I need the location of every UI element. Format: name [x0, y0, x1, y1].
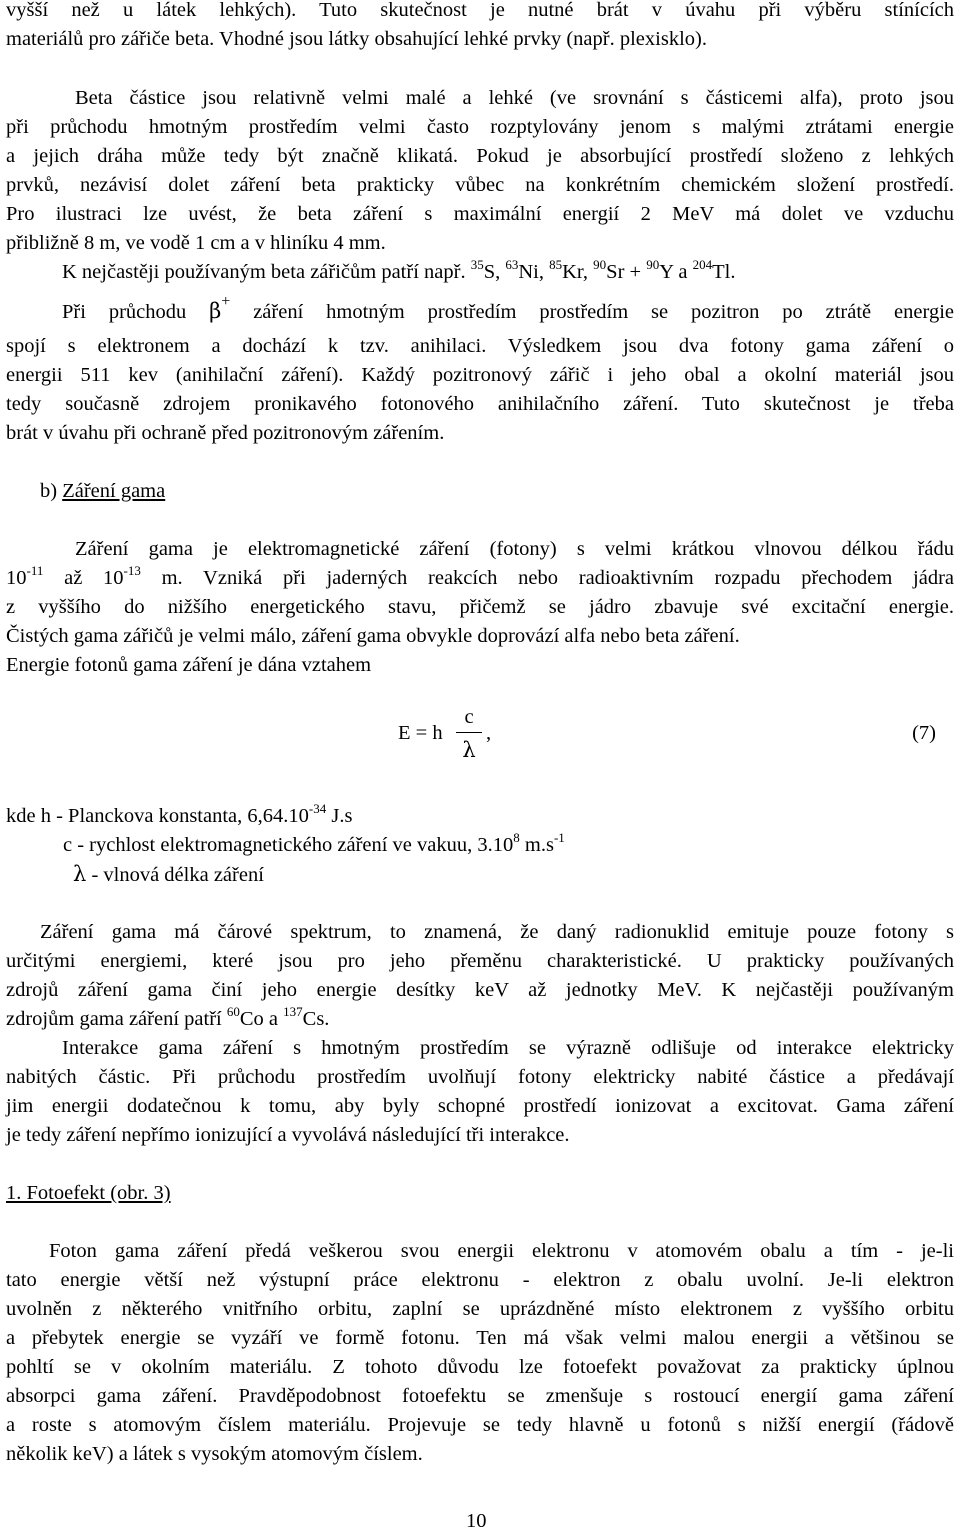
paragraph-start: Interakce gama záření s hmotným prostředím se výrazně odlišuje od interakce elektricky — [62, 1037, 954, 1059]
equation-fraction — [456, 704, 482, 765]
text-line: určitými energiemi, které jsou pro jeho přeměnu charakteristické. U prakticky používaných — [6, 950, 954, 972]
equation-lhs: E = h — [398, 722, 443, 744]
equation-number: (7) — [912, 722, 936, 744]
text-line: tato energie větší než výstupní práce elektronu - elektron z obalu uvolní. Je-li elektron — [6, 1269, 954, 1291]
fraction-denominator: λ — [462, 738, 476, 762]
text-line: brát v úvahu při ochraně před pozitronovým zářením. — [6, 422, 445, 444]
text-line: přibližně 8 m, ve vodě 1 cm a v hliníku 4 mm. — [6, 232, 386, 254]
fraction-bar — [456, 732, 482, 733]
text-line: jim energii dodatečnou k tomu, aby byly schopné prostředí ionizovat a excitovat. Gama záření — [6, 1095, 954, 1117]
section-title-gama: Záření gama — [62, 480, 166, 502]
section-heading-b: b) Záření gama — [40, 480, 166, 502]
text-line: Čistých gama zářičů je velmi málo, záření gama obvykle doprovází alfa nebo beta záření. — [6, 625, 740, 647]
text-line: při průchodu hmotným prostředím velmi často rozptylovány jenom s malými ztrátami energie — [6, 116, 954, 138]
text-line: pohltí se v okolním materiálu. Z tohoto důvodu lze fotoefekt považovat za prakticky úplnou — [6, 1356, 954, 1378]
text-line: několik keV) a látek s vysokým atomovým číslem. — [6, 1443, 423, 1465]
text-line: absorpci gama záření. Pravděpodobnost fotoefektu se zmenšuje s rostoucí energií gama záření — [6, 1385, 954, 1407]
paragraph-start: Foton gama záření předá veškerou svou energii elektronu v atomovém obalu a tím - je-li — [49, 1240, 954, 1262]
text-line: Energie fotonů gama záření je dána vztahem — [6, 654, 372, 676]
text-line: Pro ilustraci lze uvést, že beta záření s maximální energií 2 MeV má dolet ve vzduchu — [6, 203, 954, 225]
positron-line: Při průchodu β+ záření hmotným prostředím prostředím se pozitron po ztrátě energie — [62, 293, 954, 323]
definition-lambda: λ - vlnová délka záření — [73, 862, 264, 886]
text-line: nabitých částic. Při průchodu prostředím uvolňují fotony elektricky nabité částice a předávají — [6, 1066, 954, 1088]
paragraph-start: Beta částice jsou relativně velmi malé a lehké (ve srovnání s částicemi alfa), proto jsou — [75, 87, 954, 109]
beta-emitters-line: K nejčastěji používaným beta zářičům patří např. $^{35}$S, $^{63}$Ni, $^{85}$Kr, $^{90}$Sr + $^{90}$Y a $^{204}$Tl. — [62, 257, 736, 283]
text-line: energii 511 kev (anihilační záření). Každý pozitronový zářič i jeho obal a okolní materiál jsou — [6, 364, 954, 386]
text-line: a jejich dráha může tedy být značně klikatá. Pokud je absorbující prostředí složeno z lehkých — [6, 145, 954, 167]
section-heading-fotoefekt: 1. Fotoefekt (obr. 3) — [6, 1182, 171, 1204]
page-number: 10 — [466, 1510, 487, 1532]
text-line: vyšší než u látek lehkých). Tuto skutečnost je nutné brát v úvahu při výběru stínících — [6, 0, 954, 21]
text-line: je tedy záření nepřímo ionizující a vyvolává následující tři interakce. — [6, 1124, 570, 1146]
text-line: zdrojů záření gama činí jeho energie desítky keV až jednotky MeV. K nejčastěji používaným — [6, 979, 954, 1001]
text-line: a roste s atomovým číslem materiálu. Projevuje se tedy hlavně u fotonů s nižší energií (řádově — [6, 1414, 954, 1436]
text-line: spojí s elektronem a dochází k tzv. anihilaci. Výsledkem jsou dva fotony gama záření o — [6, 335, 954, 357]
text-line: a přebytek energie se vyzáří ve formě fotonu. Ten má však velmi malou energii a většinou se — [6, 1327, 954, 1349]
fraction-numerator: c — [464, 706, 474, 728]
wavelength-line: $10^{-11}$ až $10^{-13}$ m. Vzniká při jaderných reakcích nebo radioaktivním rozpadu přechodem jádra — [6, 563, 955, 589]
text-line: uvolněn z některého vnitřního orbitu, zaplní se uprázdněné místo elektronem z vyššího orbitu — [6, 1298, 954, 1320]
paragraph-start: Záření gama má čárové spektrum, to znamená, že daný radionuklid emituje pouze fotony s — [40, 921, 954, 943]
sources-line: zdrojům gama záření patří $^{60}$Co a $^{137}$Cs. — [6, 1004, 330, 1030]
definition-h: kde h - Planckova konstanta, $6,64.10^{-34}$ J.s — [6, 801, 353, 827]
beta-symbol: β — [209, 299, 222, 323]
equation-7: E = h c λ , (7) — [398, 702, 958, 766]
text-line: tedy současně zdrojem pronikavého fotonového anihilačního záření. Tuto skutečnost je třeba — [6, 393, 954, 415]
text-line: materiálů pro zářiče beta. Vhodné jsou látky obsahující lehké prvky (např. plexisklo). — [6, 28, 707, 50]
definition-c: c - rychlost elektromagnetického záření ve vakuu, 3.10$^8$ $m.s^{-1}$ — [63, 830, 565, 856]
paragraph-start: Záření gama je elektromagnetické záření (fotony) s velmi krátkou vlnovou délkou řádu — [75, 538, 954, 560]
text-line: z vyššího do nižšího energetického stavu, přičemž se jádro zbavuje své excitační energie. — [6, 596, 954, 618]
text-line: prvků, nezávisí dolet záření beta prakticky vůbec na konkrétním chemickém složení prostředí. — [6, 174, 954, 196]
